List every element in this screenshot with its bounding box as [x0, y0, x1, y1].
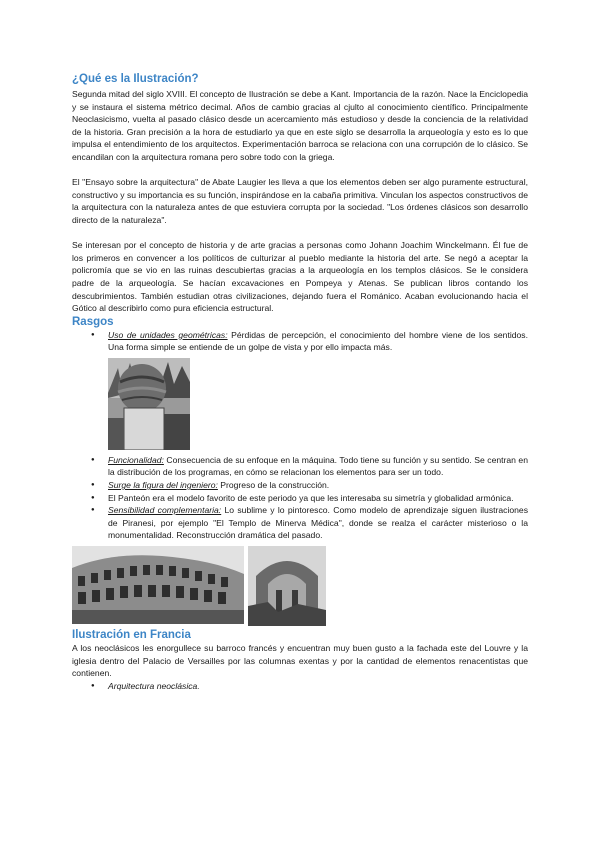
- colosseum-engraving-image: [72, 546, 244, 624]
- list-item: [108, 504, 528, 542]
- list-item: [108, 454, 528, 479]
- term-label: Uso de unidades geométricas:: [108, 329, 228, 340]
- image-row: [72, 546, 528, 626]
- sphere-monument-image: [108, 358, 190, 450]
- paragraph: Segunda mitad del siglo XVIII. El concepto de Ilustración se debe a Kant. Importancia de la razón. Nace la Enciclopedia y se instaura el sistema métrico decimal. Años de cambio gracias al cjulto al conocimiento científico. Principalmente Neoclasicismo, vuelta al pasado clásico desde un acercamiento más estudioso y desde la conciencia de la relatividad de la historia. Gran precisión a la hora de estudiarlo ya que en este siglo se desarrolla la arqueología y esto es lo que impulsa el entendimiento de los arquitectos. Experimentación barroca se relaciona con una corrupción de lo clásico. Se encandilan con la arquitectura romana pero sobre todo con la griega.: [72, 89, 528, 162]
- paragraph: A los neoclásicos les enorgullece su barroco francés y encuentran muy buen gusto a la fachada este del Louvre y la iglesia dentro del Palacio de Versailles por las columnas exentas y por la cantidad de elementos renacentistas que contienen.: [72, 643, 528, 679]
- section-title-rasgos: Rasgos: [72, 315, 114, 328]
- document-page: [72, 72, 528, 692]
- bullet-list: [72, 680, 528, 693]
- item-text: El Panteón era el modelo favorito de este periodo ya que les interesaba su simetría y globalidad armónica.: [108, 492, 514, 503]
- term-label: Surge la figura del ingeniero:: [108, 480, 218, 491]
- term-label: Sensibilidad complementaria:: [108, 505, 222, 516]
- term-label: Funcionalidad:: [108, 454, 164, 465]
- list-item: [108, 492, 528, 505]
- section-title-ilustracion: ¿Qué es la Ilustración?: [72, 73, 199, 85]
- item-text: Consecuencia de su enfoque en la máquina. Todo tiene su función y su sentido. Se centran en la distribución de los programas, en cómo se relacionan los elementos para ser un todo.: [108, 454, 528, 478]
- ruins-engraving-image: [248, 546, 326, 626]
- list-item: [108, 329, 528, 354]
- bullet-list: [72, 329, 528, 354]
- paragraph: Se interesan por el concepto de historia y de arte gracias a personas como Johann Joachim Winckelmann. Él fue de los primeros en convencer a los políticos de culturizar al pueblo mediante la historia del arte. Se negó a aceptar la policromía que se vio en las ruinas descubiertas gracias a la arqueología en los templos clásicos. Se le considera padre de la arqueología. Se hacían excavaciones en Pompeya y Atenas. Se publican libros contando los descubrimientos. También estudian otras civilizaciones, dejando fuera el Románico. Acaban evolucionando hacia el Gótico al describirlo como pura eficiencia estructural.: [72, 240, 528, 314]
- paragraph: El "Ensayo sobre la arquitectura" de Abate Laugier les lleva a que los elementos deben ser algo puramente estructural, constructivo y su importancia es su función, inspirándose en la cabaña primitiva. Vinculan los aspectos constructivos de la arquitectura con la naturaleza antes de que estuviera corrupta por la sociedad. "Los órdenes clásicos son desarrollo directo de la naturaleza".: [72, 177, 528, 225]
- list-item: [108, 479, 528, 492]
- list-item: [108, 680, 528, 693]
- item-text: Arquitectura neoclásica.: [108, 680, 200, 691]
- section-title-francia: Ilustración en Francia: [72, 629, 191, 642]
- item-text: Pérdidas de percepción, el conocimiento del hombre viene de los sentidos. Una forma simple se entiende de un golpe de vista y por ello impacta más.: [108, 329, 528, 353]
- item-text: Lo sublime y lo pintoresco. Como modelo de aprendizaje siguen ilustraciones de Piranesi, por ejemplo "El Templo de Minerva Médica", donde se realza el carácter misterioso o la monumentalidad. Reconstrucción dramática del pasado.: [108, 505, 528, 541]
- bullet-list: [72, 454, 528, 542]
- item-text: Progreso de la construcción.: [217, 480, 330, 491]
